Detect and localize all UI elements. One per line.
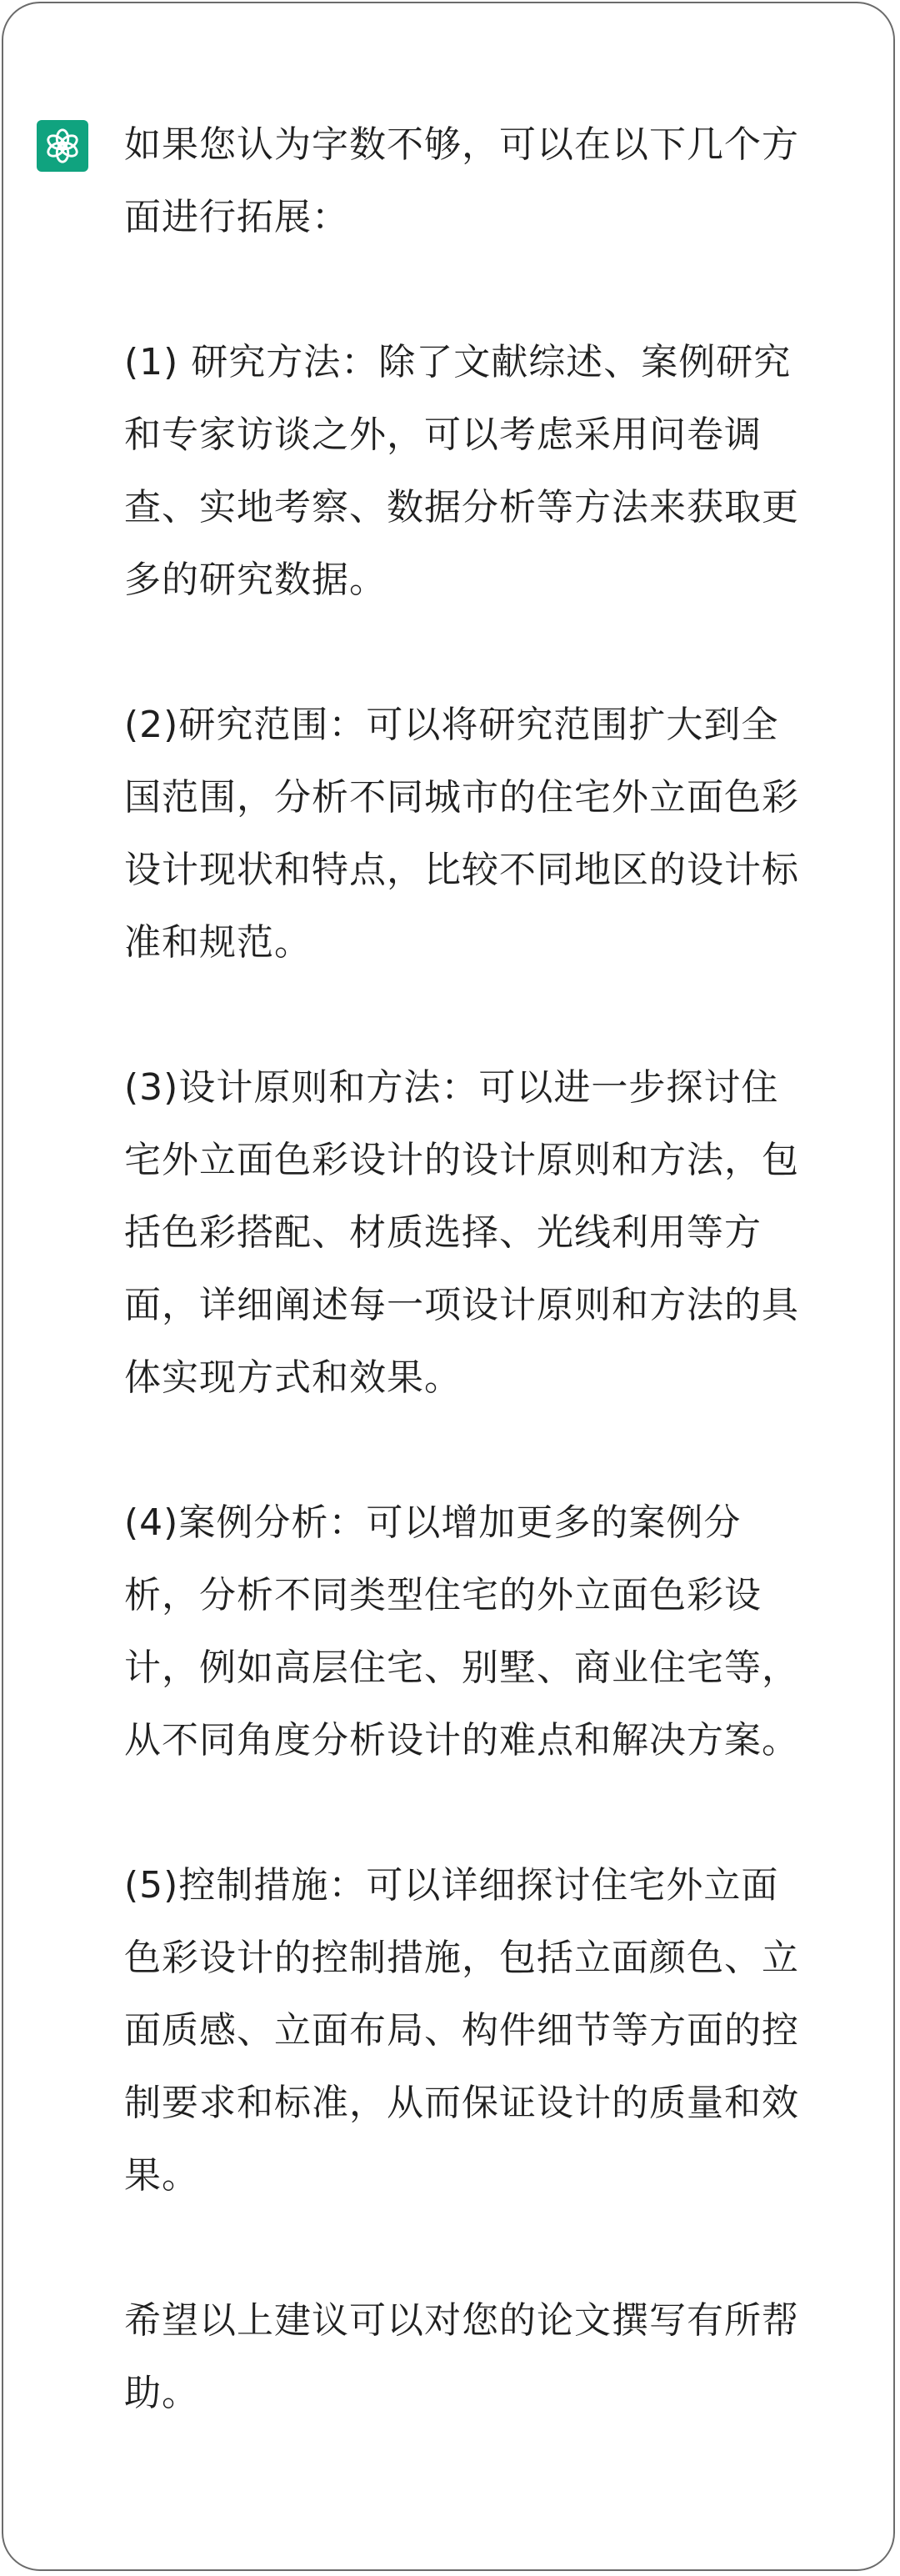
message-paragraph-design-principles: (3)设计原则和方法：可以进一步探讨住宅外立面色彩设计的设计原则和方法，包括色彩搭配、材质选择、光线利用等方面，详细阐述每一项设计原则和方法的具体实现方式和效果。: [124, 1066, 799, 1399]
message-paragraph-case-analysis: (4)案例分析：可以增加更多的案例分析，分析不同类型住宅的外立面色彩设计，例如高层住宅、别墅、商业住宅等，从不同角度分析设计的难点和解决方案。: [124, 1501, 799, 1762]
openai-logo-icon: [43, 127, 82, 165]
message-paragraph-closing: 希望以上建议可以对您的论文撰写有所帮助。: [124, 2299, 799, 2414]
message-paragraph-intro: 如果您认为字数不够，可以在以下几个方面进行拓展：: [124, 123, 799, 238]
message-paragraph-research-methods: (1) 研究方法：除了文献综述、案例研究和专家访谈之外，可以考虑采用问卷调查、实地考察、数据分析等方法来获取更多的研究数据。: [124, 341, 799, 601]
assistant-avatar: [37, 120, 88, 172]
message-paragraph-control-measures: (5)控制措施：可以详细探讨住宅外立面色彩设计的控制措施，包括立面颜色、立面质感、立面布局、构件细节等方面的控制要求和标准，从而保证设计的质量和效果。: [124, 1864, 799, 2197]
chat-message-card: [2, 2, 895, 2571]
assistant-message: [124, 108, 799, 2429]
message-paragraph-research-scope: (2)研究范围：可以将研究范围扩大到全国范围，分析不同城市的住宅外立面色彩设计现状和特点，比较不同地区的设计标准和规范。: [124, 704, 799, 964]
